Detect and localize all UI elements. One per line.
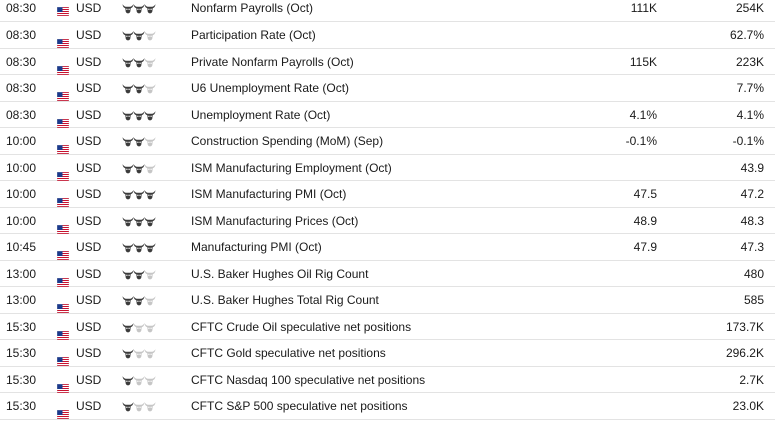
actual-value: 48.3 [740,213,764,228]
bull-icon [122,399,133,413]
bull-icon [133,267,144,281]
event-name[interactable]: U6 Unemployment Rate (Oct) [191,81,350,95]
event-name[interactable]: Manufacturing PMI (Oct) [191,240,322,254]
actual-value: 254K [735,1,764,15]
us-flag-icon [57,164,69,173]
table-row[interactable] [0,340,775,367]
importance-rating [122,340,155,367]
bull-icon [144,161,155,175]
event-name[interactable]: Construction Spending (MoM) (Sep) [191,134,384,148]
us-flag-icon [57,137,69,146]
event-name[interactable]: CFTC Crude Oil speculative net positions [191,319,412,334]
currency-code: USD [76,293,102,307]
bull-icon [144,293,155,307]
importance-rating [122,155,155,182]
currency-code: USD [76,346,102,360]
us-flag-icon [57,323,69,332]
event-time: 10:00 [6,213,37,228]
event-time: 08:30 [6,1,37,15]
bull-icon [144,267,155,281]
event-time: 15:30 [6,399,37,413]
table-row[interactable] [0,261,775,288]
bull-icon [133,346,144,360]
actual-value: 585 [743,293,764,307]
us-flag-icon [57,402,69,411]
bull-icon [122,214,133,228]
bull-icon [122,187,133,201]
event-time: 08:30 [6,28,37,42]
forecast-value: 47.9 [633,240,657,254]
actual-value: 7.7% [736,81,764,95]
table-row[interactable] [0,75,775,102]
currency-code: USD [76,240,102,254]
bull-icon [122,240,133,254]
event-time: 10:45 [6,240,37,254]
actual-value: 47.2 [740,187,764,201]
event-name[interactable]: ISM Manufacturing Prices (Oct) [191,213,359,228]
currency-code: USD [76,399,102,413]
importance-rating [122,287,155,314]
currency-code: USD [76,54,102,69]
currency-code: USD [76,319,102,334]
importance-rating [122,393,155,420]
importance-rating [122,128,155,155]
importance-rating [122,367,155,394]
bull-icon [144,28,155,42]
actual-value: 223K [735,54,764,69]
table-row[interactable] [0,0,775,22]
table-row[interactable] [0,128,775,155]
actual-value: 480 [743,266,764,281]
event-name[interactable]: CFTC Gold speculative net positions [191,346,386,360]
currency-code: USD [76,134,102,148]
event-time: 10:00 [6,134,37,148]
forecast-value: -0.1% [625,134,657,148]
importance-rating [122,22,155,49]
us-flag-icon [57,243,69,252]
table-row[interactable] [0,314,775,341]
importance-rating [122,208,155,235]
actual-value: 173.7K [725,319,764,334]
bull-icon [122,293,133,307]
bull-icon [144,399,155,413]
event-name[interactable]: U.S. Baker Hughes Total Rig Count [191,293,379,307]
us-flag-icon [57,296,69,305]
table-row[interactable] [0,181,775,208]
bull-icon [133,240,144,254]
bull-icon [122,1,133,15]
bull-icon [122,55,133,69]
actual-value: 2.7K [739,372,764,387]
us-flag-icon [57,217,69,226]
event-time: 13:00 [6,266,37,281]
bull-icon [133,320,144,334]
us-flag-icon [57,270,69,279]
actual-value: 4.1% [736,107,764,122]
table-row[interactable] [0,287,775,314]
forecast-value: 4.1% [629,107,657,122]
currency-code: USD [76,1,102,15]
forecast-value: 48.9 [633,213,657,228]
us-flag-icon [57,190,69,199]
bull-icon [144,81,155,95]
bull-icon [122,81,133,95]
bull-icon [133,55,144,69]
table-row[interactable] [0,102,775,129]
currency-code: USD [76,107,102,122]
bull-icon [133,373,144,387]
us-flag-icon [57,4,69,13]
us-flag-icon [57,349,69,358]
bull-icon [122,134,133,148]
bull-icon [133,293,144,307]
importance-rating [122,234,155,261]
bull-icon [122,346,133,360]
bull-icon [144,1,155,15]
bull-icon [133,81,144,95]
us-flag-icon [57,58,69,67]
event-time: 08:30 [6,107,37,122]
event-time: 08:30 [6,81,37,95]
importance-rating [122,314,155,341]
importance-rating [122,181,155,208]
table-row[interactable] [0,234,775,261]
event-name[interactable]: Unemployment Rate (Oct) [191,107,331,122]
event-name[interactable]: ISM Manufacturing PMI (Oct) [191,187,347,201]
currency-code: USD [76,213,102,228]
actual-value: 296.2K [725,346,764,360]
table-row[interactable] [0,155,775,182]
importance-rating [122,49,155,76]
us-flag-icon [57,111,69,120]
importance-rating [122,261,155,288]
bull-icon [144,187,155,201]
bull-icon [122,161,133,175]
actual-value: -0.1% [732,134,764,148]
actual-value: 47.3 [740,240,764,254]
event-time: 10:00 [6,160,37,175]
bull-icon [133,399,144,413]
event-time: 15:30 [6,372,37,387]
bull-icon [144,320,155,334]
bull-icon [144,134,155,148]
bull-icon [122,28,133,42]
table-row[interactable] [0,22,775,49]
bull-icon [144,55,155,69]
event-name[interactable]: Nonfarm Payrolls (Oct) [191,1,314,15]
bull-icon [133,214,144,228]
importance-rating [122,102,155,129]
event-name[interactable]: CFTC Nasdaq 100 speculative net positions [191,372,426,387]
event-time: 10:00 [6,187,37,201]
table-row[interactable] [0,49,775,76]
bull-icon [144,108,155,122]
bull-icon [144,214,155,228]
us-flag-icon [57,84,69,93]
bull-icon [122,320,133,334]
event-name[interactable]: U.S. Baker Hughes Oil Rig Count [191,266,369,281]
bull-icon [122,267,133,281]
forecast-value: 115K [629,54,657,69]
bull-icon [133,134,144,148]
bull-icon [133,28,144,42]
us-flag-icon [57,31,69,40]
currency-code: USD [76,160,102,175]
currency-code: USD [76,81,102,95]
bull-icon [144,373,155,387]
table-row[interactable] [0,393,775,420]
event-name[interactable]: ISM Manufacturing Employment (Oct) [191,160,392,175]
bull-icon [122,108,133,122]
bull-icon [144,346,155,360]
forecast-value: 111K [630,1,657,15]
actual-value: 43.9 [740,160,764,175]
bull-icon [133,1,144,15]
event-time: 15:30 [6,346,37,360]
importance-rating [122,75,155,102]
event-time: 08:30 [6,54,37,69]
forecast-value: 47.5 [633,187,657,201]
bull-icon [144,240,155,254]
event-name[interactable]: Private Nonfarm Payrolls (Oct) [191,54,354,69]
currency-code: USD [76,28,102,42]
currency-code: USD [76,266,102,281]
currency-code: USD [76,187,102,201]
bull-icon [133,161,144,175]
event-name[interactable]: Participation Rate (Oct) [191,28,316,42]
table-row[interactable] [0,367,775,394]
currency-code: USD [76,372,102,387]
actual-value: 23.0K [732,399,764,413]
bull-icon [122,373,133,387]
event-time: 13:00 [6,293,37,307]
bull-icon [133,187,144,201]
table-row[interactable] [0,208,775,235]
bull-icon [133,108,144,122]
event-name[interactable]: CFTC S&P 500 speculative net positions [191,399,408,413]
event-time: 15:30 [6,319,37,334]
us-flag-icon [57,376,69,385]
actual-value: 62.7% [729,28,764,42]
importance-rating [122,0,155,16]
